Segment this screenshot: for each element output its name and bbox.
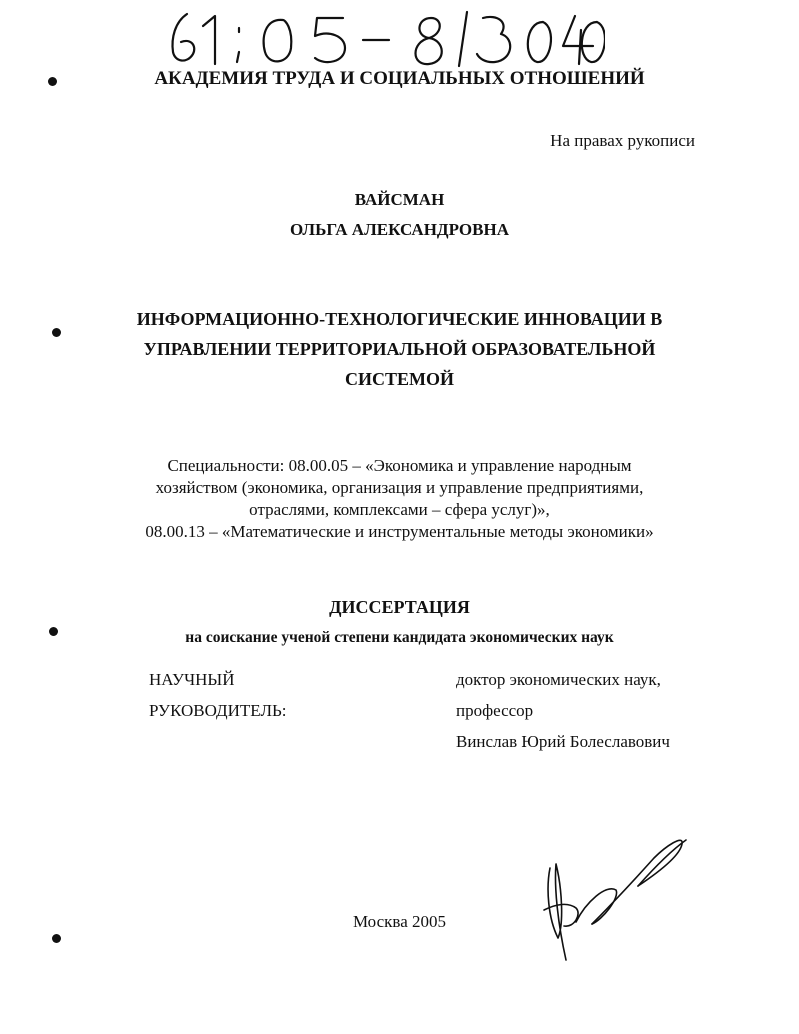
supervisor-label: РУКОВОДИТЕЛЬ:	[149, 701, 287, 720]
thesis-title-line: ИНФОРМАЦИОННО-ТЕХНОЛОГИЧЕСКИЕ ИННОВАЦИИ В	[136, 309, 663, 329]
supervisor-label: НАУЧНЫЙ	[149, 670, 235, 689]
handwritten-signature	[536, 828, 696, 968]
author-surname: ВАЙСМАН	[354, 190, 445, 209]
supervisor-credential: профессор	[456, 701, 534, 720]
punch-mark	[52, 934, 61, 943]
specialties-line: хозяйством (экономика, организация и управление предприятиями,	[155, 478, 644, 497]
manuscript-rights-note: На правах рукописи	[550, 131, 695, 150]
thesis-title-line: УПРАВЛЕНИИ ТЕРРИТОРИАЛЬНОЙ ОБРАЗОВАТЕЛЬНОЙ	[143, 339, 656, 359]
degree-statement: на соискание ученой степени кандидата экономических наук	[185, 629, 614, 646]
thesis-title-line: СИСТЕМОЙ	[344, 369, 454, 389]
specialties-line: отраслями, комплексами – сфера услуг)»,	[249, 500, 550, 519]
document-type: ДИССЕРТАЦИЯ	[329, 597, 470, 617]
specialties-line: Специальности: 08.00.05 – «Экономика и управление народным	[167, 456, 632, 475]
author-given-names: ОЛЬГА АЛЕКСАНДРОВНА	[290, 220, 509, 239]
institution-name: АКАДЕМИЯ ТРУДА И СОЦИАЛЬНЫХ ОТНОШЕНИЙ	[154, 68, 645, 89]
handwritten-archive-number	[165, 8, 605, 68]
city-and-year: Москва 2005	[352, 912, 447, 931]
supervisor-name: Винслав Юрий Болеславович	[456, 732, 670, 751]
specialties-line: 08.00.13 – «Математические и инструментальные методы экономики»	[145, 522, 654, 541]
supervisor-credential: доктор экономических наук,	[456, 670, 661, 689]
